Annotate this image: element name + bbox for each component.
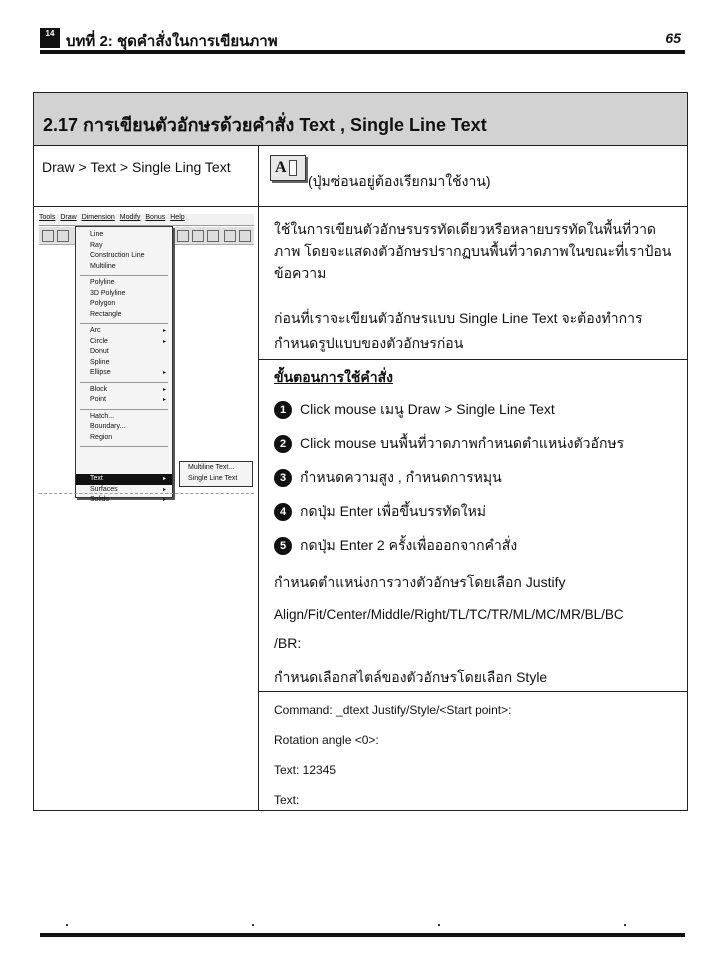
command-line: Command: _dtext Justify/Style/<Start point>: xyxy=(274,703,512,717)
submenu-arrow-icon: ▸ xyxy=(162,486,166,493)
step-item xyxy=(274,501,486,523)
command-line: Text: xyxy=(274,793,300,807)
draw-menu-item[interactable]: Text xyxy=(90,475,103,482)
draw-menu-item[interactable]: Multiline xyxy=(90,262,116,270)
text-tool-icon: A xyxy=(270,155,306,181)
step-number-icon: 5 xyxy=(274,537,292,555)
toolbar-icon xyxy=(207,230,219,242)
footer-dot xyxy=(66,924,68,926)
submenu-arrow-icon: ▸ xyxy=(162,328,166,334)
draw-menu-item[interactable]: Ray xyxy=(90,241,103,249)
toolbar-icon xyxy=(224,230,236,242)
step-text: กดปุ่ม Enter 2 ครั้งเพื่อออกจากคำสั่ง xyxy=(300,537,518,553)
footer-dot xyxy=(438,924,440,926)
step-text: Click mouse บนพื้นที่วาดภาพกำหนดตำแหน่งตัวอักษร xyxy=(300,435,625,451)
draw-menu-item[interactable]: Ellipse xyxy=(90,369,111,376)
prereq-paragraph: ก่อนที่เราจะเขียนตัวอักษรแบบ Single Line Text จะต้องทำการกำหนดรูปแบบของตัวอักษรก่อน xyxy=(274,310,643,351)
submenu-arrow-icon: ▸ xyxy=(162,397,166,403)
footer-rule xyxy=(40,933,685,937)
draw-menu-item[interactable]: 3D Polyline xyxy=(90,289,126,297)
submenu-arrow-icon: ▸ xyxy=(162,476,166,482)
menubar-item[interactable]: Draw xyxy=(60,214,77,221)
column-divider xyxy=(258,146,259,811)
draw-menu-item[interactable]: Construction Line xyxy=(90,252,145,259)
draw-menu-item[interactable]: Polyline xyxy=(90,279,115,286)
command-line: Text: 12345 xyxy=(274,763,337,777)
draw-menu-item[interactable]: Point xyxy=(90,396,106,403)
menu-separator xyxy=(80,382,168,383)
menubar-item[interactable]: Tools xyxy=(39,214,56,221)
toolbar-icon xyxy=(192,230,204,242)
step-item xyxy=(274,433,624,455)
intro-paragraph: ใช้ในการเขียนตัวอักษรบรรทัดเดียวหรือหลายบรรทัดในพื้นที่วาดภาพ โดยจะแสดงตัวอักษรปรากฏบนพื้นที่วาดภาพในขณะที่เราป้อนข้อความ xyxy=(274,221,672,281)
chapter-title: บทที่ 2: ชุดคำสั่งในการเขียนภาพ xyxy=(66,33,278,50)
screenshot-status-bar xyxy=(39,493,254,503)
toolbar-icon xyxy=(239,230,251,242)
menubar-item[interactable]: Help xyxy=(170,214,185,221)
menubar-item[interactable]: Modify xyxy=(119,214,141,221)
menu-separator xyxy=(80,323,168,324)
step-item xyxy=(274,467,502,489)
draw-menu-item[interactable]: Hatch... xyxy=(90,412,115,420)
section-header xyxy=(34,93,687,146)
text-submenu-item[interactable]: Multiline Text... xyxy=(188,464,235,471)
draw-menu-item[interactable]: Block xyxy=(90,385,108,393)
step-item xyxy=(274,535,517,557)
menubar-item[interactable]: Bonus xyxy=(145,214,166,221)
autocad-menu-screenshot xyxy=(39,214,254,504)
section-title: 2.17 การเขียนตัวอักษรด้วยคำสั่ง Text , Single Line Text xyxy=(43,115,487,135)
menu-path: Draw > Text > Single Ling Text xyxy=(42,159,231,175)
step-text: กดปุ่ม Enter เพื่อขึ้นบรรทัดใหม่ xyxy=(300,503,487,519)
submenu-arrow-icon: ▸ xyxy=(162,338,166,345)
justify-line-2: Align/Fit/Center/Middle/Right/TL/TC/TR/ML/MC/MR/BL/BC xyxy=(274,607,624,622)
steps-rule-top xyxy=(259,359,687,360)
draw-menu-item[interactable]: Boundary... xyxy=(90,423,126,430)
steps-title: ขั้นตอนการใช้คำสั่ง xyxy=(274,369,394,385)
draw-menu-item[interactable]: Polygon xyxy=(90,300,116,307)
command-rule xyxy=(259,691,687,692)
step-number-icon: 1 xyxy=(274,401,292,419)
chapter-logo-icon: 14 xyxy=(40,28,60,48)
menu-separator xyxy=(80,409,168,410)
menu-separator xyxy=(80,275,168,276)
draw-menu-item[interactable]: Solids xyxy=(90,496,110,503)
draw-menu-item[interactable]: Line xyxy=(90,231,104,238)
step-number-icon: 4 xyxy=(274,503,292,521)
header-rule xyxy=(40,50,685,54)
content-table xyxy=(33,92,688,811)
menubar-item[interactable]: Dimension xyxy=(81,214,115,221)
row-divider xyxy=(34,206,687,207)
page-header xyxy=(40,28,685,52)
style-note: กำหนดเลือกสไตล์ของตัวอักษรโดยเลือก Style xyxy=(274,669,548,685)
text-submenu-item[interactable]: Single Line Text xyxy=(188,475,238,482)
menu-separator xyxy=(80,446,168,447)
draw-dropdown-menu xyxy=(75,226,173,503)
toolbar-icon xyxy=(177,230,189,242)
text-submenu xyxy=(179,461,253,487)
justify-line-3: /BR: xyxy=(274,635,302,651)
draw-menu-item[interactable]: Surfaces xyxy=(90,485,118,493)
button-note: (ปุ่มซ่อนอยู่ต้องเรียกมาใช้งาน) xyxy=(308,173,491,189)
draw-menu-item[interactable]: Circle xyxy=(90,337,108,345)
footer-dot xyxy=(624,924,626,926)
justify-line-1: กำหนดตำแหน่งการวางตัวอักษรโดยเลือก Justify xyxy=(274,574,566,590)
step-number-icon: 2 xyxy=(274,435,292,453)
draw-menu-item[interactable]: Rectangle xyxy=(90,310,122,318)
submenu-arrow-icon: ▸ xyxy=(162,497,166,503)
screenshot-menubar xyxy=(39,214,254,226)
step-item xyxy=(274,399,555,421)
toolbar-icon xyxy=(57,230,69,242)
command-line: Rotation angle <0>: xyxy=(274,733,379,747)
submenu-arrow-icon: ▸ xyxy=(162,386,166,393)
page-number: 65 xyxy=(665,30,681,46)
step-text: Click mouse เมนู Draw > Single Line Text xyxy=(300,401,555,417)
draw-menu-item[interactable]: Region xyxy=(90,433,113,441)
step-text: กำหนดความสูง , กำหนดการหมุน xyxy=(300,469,502,485)
draw-menu-item[interactable]: Spline xyxy=(90,358,110,366)
footer-dot xyxy=(252,924,254,926)
toolbar-icon xyxy=(42,230,54,242)
draw-menu-item[interactable]: Arc xyxy=(90,327,101,334)
step-number-icon: 3 xyxy=(274,469,292,487)
draw-menu-item[interactable]: Donut xyxy=(90,348,109,355)
submenu-arrow-icon: ▸ xyxy=(162,370,166,376)
